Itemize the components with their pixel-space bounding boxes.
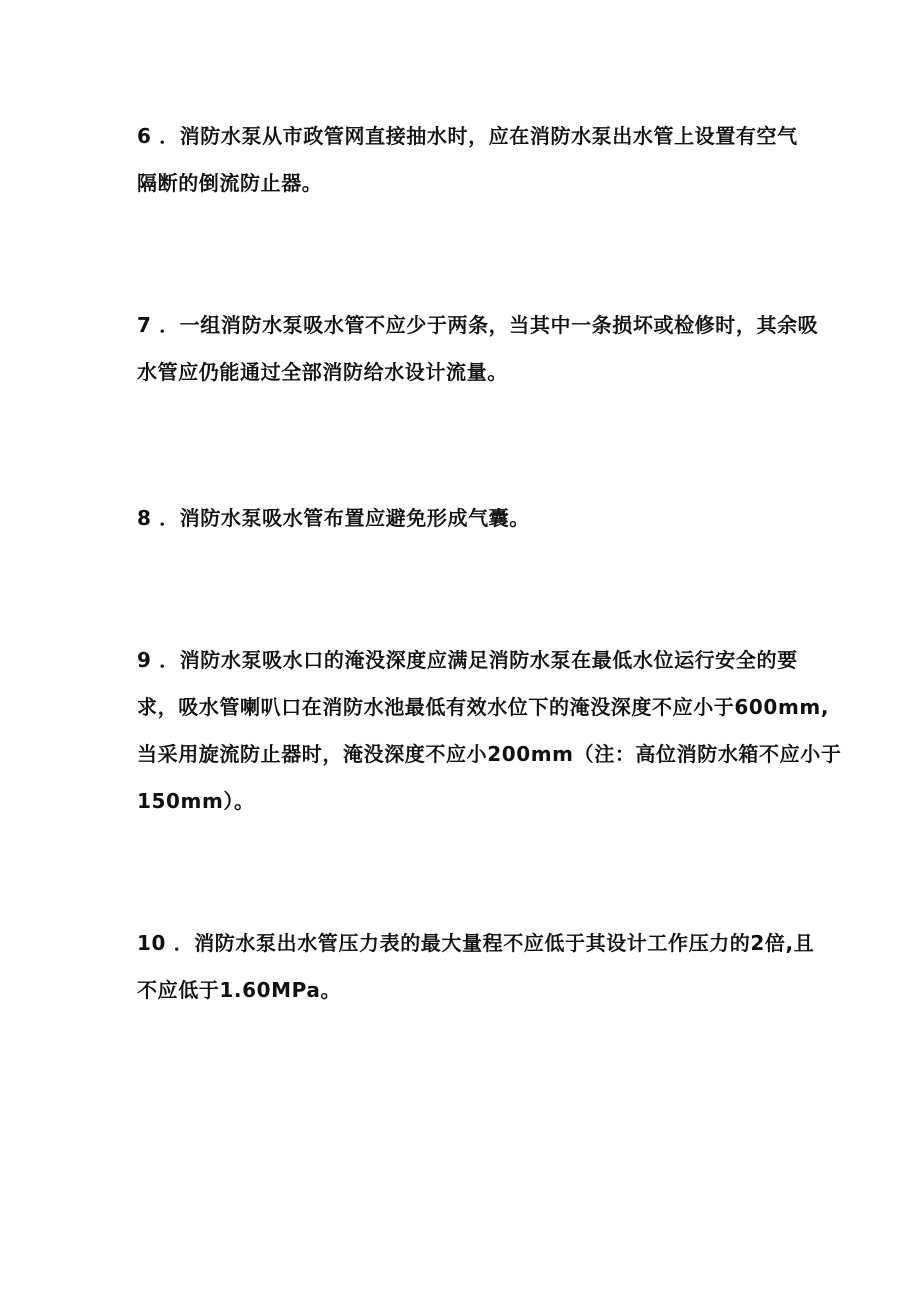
clause-9 [137,637,842,825]
clause-line: 8 ．消防水泵吸水管布置应避免形成气囊。 [137,506,530,530]
clause-line: 隔断的倒流防止器。 [137,171,323,195]
clause-line: 6 ．消防水泵从市政管网直接抽水时，应在消防水泵出水管上设置有空气 [137,124,798,148]
clause-line: 7 ．一组消防水泵吸水管不应少于两条，当其中一条损坏或检修时，其余吸 [137,313,819,337]
clause-line: 9 ．消防水泵吸水口的淹没深度应满足消防水泵在最低水位运行安全的要 [137,648,798,672]
clause-8 [137,495,787,542]
clause-6 [137,113,798,207]
clause-line: 水管应仍能通过全部消防给水设计流量。 [137,360,508,384]
clause-10 [137,920,815,1014]
clause-line: 当采用旋流防止器时，淹没深度不应小200mm（注：高位消防水箱不应小于 [137,742,842,766]
clause-line: 10 ．消防水泵出水管压力表的最大量程不应低于其设计工作压力的2倍,且 [137,931,815,955]
clause-line: 求，吸水管喇叭口在消防水池最低有效水位下的淹没深度不应小于600mm, [137,695,830,719]
clause-line: 150mm）。 [137,789,255,813]
clause-line: 不应低于1.60MPa。 [137,978,342,1002]
clause-7 [137,302,819,396]
